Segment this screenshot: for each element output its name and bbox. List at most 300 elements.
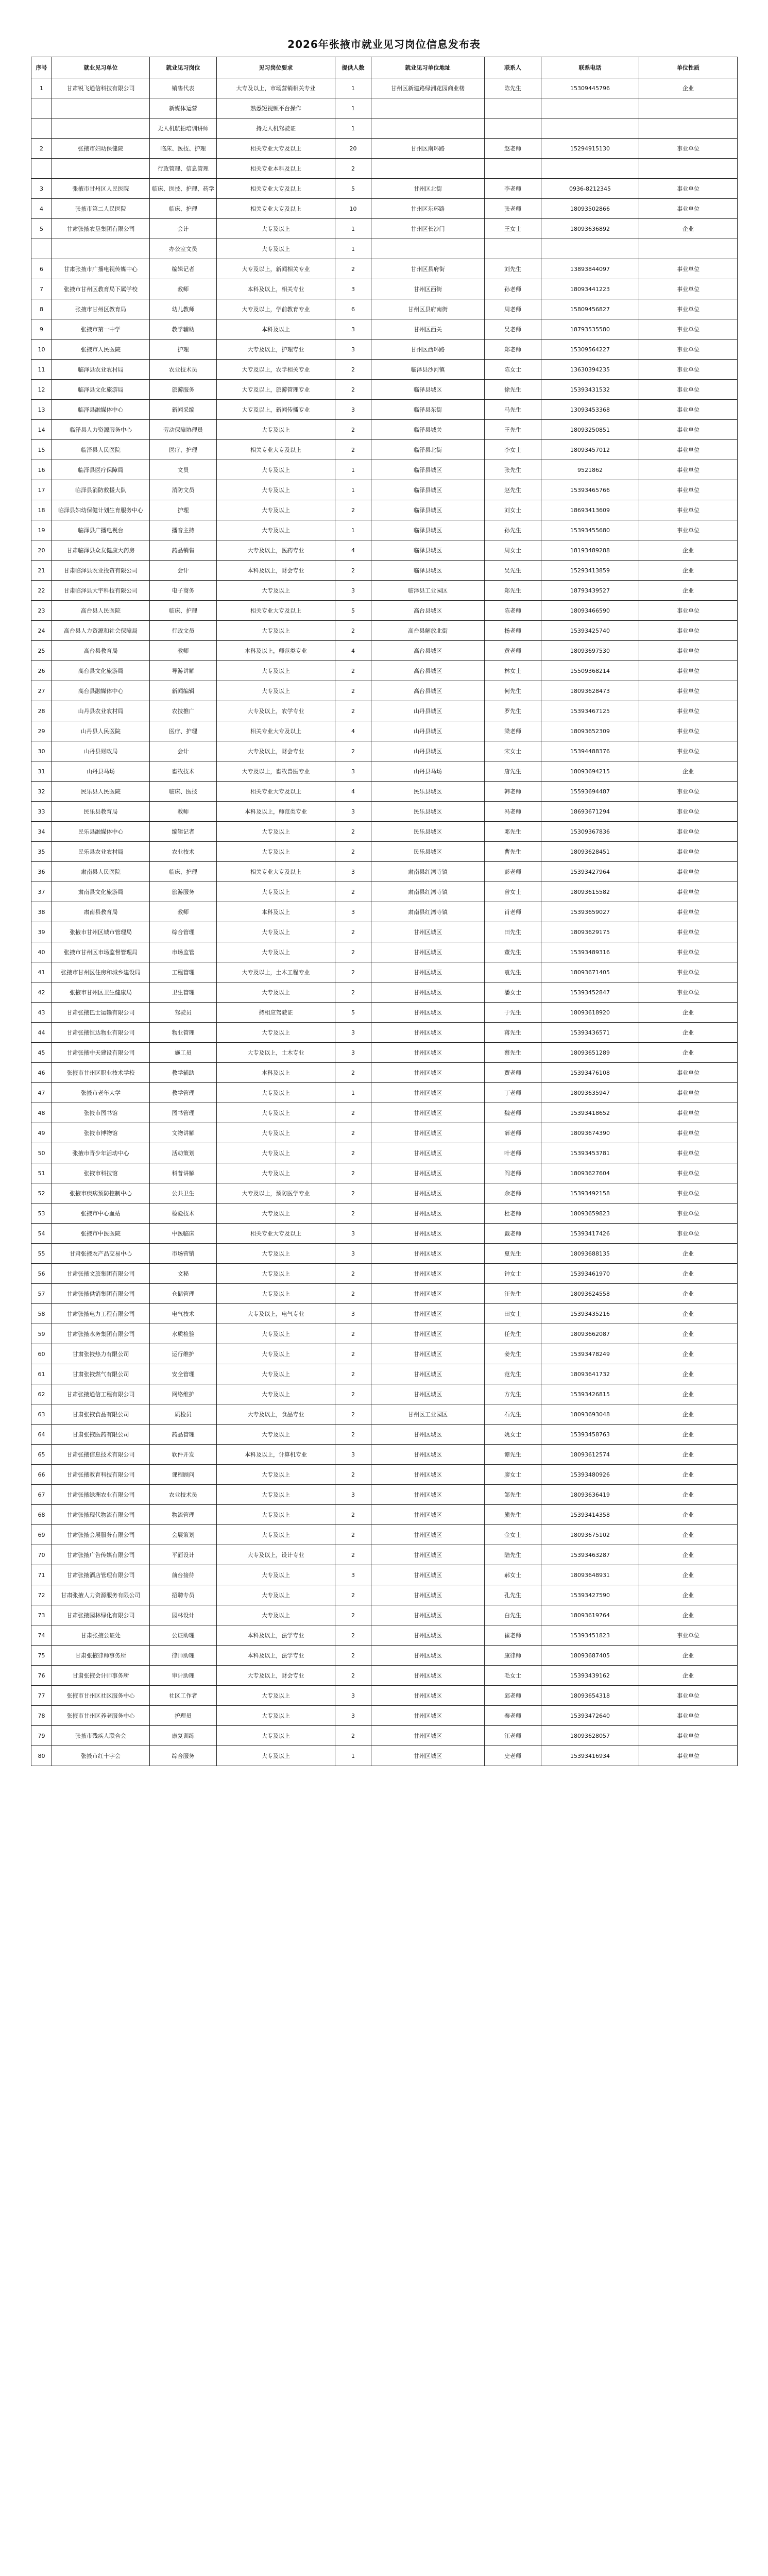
table-cell: 蔡先生 (485, 1043, 541, 1063)
table-cell: 大专及以上 (217, 1364, 335, 1384)
table-cell: 会计 (150, 561, 217, 581)
table-cell: 72 (31, 1585, 52, 1605)
table-cell: 大专及以上，设计专业 (217, 1545, 335, 1565)
table-cell: 会计 (150, 741, 217, 761)
table-cell: 18093627604 (541, 1163, 639, 1183)
table-row (31, 179, 738, 199)
table-cell: 大专及以上 (217, 1123, 335, 1143)
table-cell: 方先生 (485, 1384, 541, 1404)
table-cell: 护理 (150, 340, 217, 360)
table-cell: 文物讲解 (150, 1123, 217, 1143)
table-cell: 甘州区城区 (371, 1565, 485, 1585)
table-row (31, 1425, 738, 1445)
table-cell: 15393467125 (541, 701, 639, 721)
table-cell: 1 (31, 78, 52, 98)
table-cell: 15809456827 (541, 299, 639, 319)
column-header: 见习岗位要求 (217, 57, 335, 78)
table-cell: 唐先生 (485, 761, 541, 782)
table-cell: 5 (335, 601, 371, 621)
table-cell: 2 (335, 982, 371, 1003)
table-cell: 中医临床 (150, 1224, 217, 1244)
table-cell: 15509368214 (541, 661, 639, 681)
table-cell: 18093652309 (541, 721, 639, 741)
table-cell: 15393489316 (541, 942, 639, 962)
table-cell: 汪先生 (485, 1284, 541, 1304)
table-cell: 梁老师 (485, 721, 541, 741)
table-cell: 综合管理 (150, 922, 217, 942)
table-cell: 甘肃张掖通信工程有限公司 (52, 1384, 150, 1404)
table-cell: 18093693048 (541, 1404, 639, 1425)
table-cell: 2 (335, 922, 371, 942)
table-cell: 大专及以上 (217, 500, 335, 520)
table-cell: 18093618920 (541, 1003, 639, 1023)
table-row (31, 219, 738, 239)
table-row (31, 319, 738, 340)
table-cell (52, 159, 150, 179)
table-cell: 5 (335, 1003, 371, 1023)
table-row (31, 701, 738, 721)
table-cell: 临泽县消防救援大队 (52, 480, 150, 500)
table-cell: 临泽县城区 (371, 500, 485, 520)
table-cell: 事业单位 (639, 1163, 738, 1183)
table-cell (31, 118, 52, 139)
table-cell: 49 (31, 1123, 52, 1143)
table-row (31, 118, 738, 139)
table-cell: 施工员 (150, 1043, 217, 1063)
table-cell: 2 (335, 1204, 371, 1224)
table-cell: 临泽县城区 (371, 380, 485, 400)
table-cell: 幼儿教师 (150, 299, 217, 319)
table-cell: 毛女士 (485, 1666, 541, 1686)
table-row (31, 199, 738, 219)
table-cell (485, 159, 541, 179)
table-cell: 企业 (639, 1465, 738, 1485)
table-cell: 企业 (639, 1384, 738, 1404)
table-cell: 临泽县城区 (371, 540, 485, 561)
table-cell: 3 (335, 1224, 371, 1244)
table-row (31, 581, 738, 601)
table-cell: 相关专业大专及以上 (217, 782, 335, 802)
table-cell: 蒋先生 (485, 1023, 541, 1043)
table-cell: 甘州区城区 (371, 1445, 485, 1465)
table-cell: 2 (335, 1364, 371, 1384)
table-cell: 市场营销 (150, 1244, 217, 1264)
table-row (31, 460, 738, 480)
table-cell: 18093250851 (541, 420, 639, 440)
table-cell: 何先生 (485, 681, 541, 701)
table-cell: 70 (31, 1545, 52, 1565)
table-cell: 大专及以上 (217, 1384, 335, 1404)
table-cell: 李女士 (485, 440, 541, 460)
table-cell: 甘州区城区 (371, 1003, 485, 1023)
table-cell: 临床、护理 (150, 199, 217, 219)
table-cell: 畜牧技术 (150, 761, 217, 782)
table-cell: 山丹县城区 (371, 741, 485, 761)
table-cell: 甘州区城区 (371, 1224, 485, 1244)
table-cell: 39 (31, 922, 52, 942)
table-cell: 农技推广 (150, 701, 217, 721)
table-cell: 1 (335, 239, 371, 259)
table-cell: 刘女士 (485, 500, 541, 520)
table-cell: 甘肃张掖巴士运输有限公司 (52, 1003, 150, 1023)
table-row (31, 1605, 738, 1625)
table-cell: 大专及以上，市场营销相关专业 (217, 78, 335, 98)
table-cell: 廖女士 (485, 1465, 541, 1485)
table-cell: 陆先生 (485, 1545, 541, 1565)
table-cell: 大专及以上 (217, 1726, 335, 1746)
table-cell: 山丹县城区 (371, 701, 485, 721)
table-cell: 2 (335, 360, 371, 380)
table-cell: 甘州区城区 (371, 1706, 485, 1726)
table-cell: 高台县城区 (371, 641, 485, 661)
table-cell: 2 (335, 882, 371, 902)
table-cell (485, 98, 541, 118)
table-cell: 事业单位 (639, 782, 738, 802)
table-cell: 15309367836 (541, 822, 639, 842)
table-cell: 周女士 (485, 540, 541, 561)
table-cell: 卫生管理 (150, 982, 217, 1003)
table-cell: 旅游服务 (150, 380, 217, 400)
table-cell: 大专及以上，畜牧兽医专业 (217, 761, 335, 782)
table-cell: 事业单位 (639, 862, 738, 882)
table-cell: 3 (335, 802, 371, 822)
table-cell: 甘肃张掖电力工程有限公司 (52, 1304, 150, 1324)
table-cell: 杨老师 (485, 621, 541, 641)
table-cell: 临泽县北街 (371, 440, 485, 460)
table-cell: 张掖市甘州区职业技术学校 (52, 1063, 150, 1083)
table-cell: 袁先生 (485, 962, 541, 982)
table-cell: 张掖市疾病预防控制中心 (52, 1183, 150, 1204)
table-cell: 2 (335, 1284, 371, 1304)
table-cell: 事业单位 (639, 360, 738, 380)
table-cell: 甘肃张掖会计师事务所 (52, 1666, 150, 1686)
table-cell: 罗先生 (485, 701, 541, 721)
table-cell: 高台县融媒体中心 (52, 681, 150, 701)
table-cell: 2 (335, 500, 371, 520)
table-cell: 企业 (639, 1565, 738, 1585)
table-row (31, 1445, 738, 1465)
table-cell: 大专及以上，财会专业 (217, 1666, 335, 1686)
table-cell: 事业单位 (639, 340, 738, 360)
table-cell: 张掖市第二人民医院 (52, 199, 150, 219)
table-row (31, 1183, 738, 1204)
table-cell: 24 (31, 621, 52, 641)
table-cell: 平面设计 (150, 1545, 217, 1565)
table-cell: 临床、医技、护理 (150, 139, 217, 159)
table-cell: 姜先生 (485, 1344, 541, 1364)
table-cell: 3 (335, 340, 371, 360)
table-cell: 孔先生 (485, 1585, 541, 1605)
table-cell: 大专及以上，电气专业 (217, 1304, 335, 1324)
table-cell: 临泽县城区 (371, 480, 485, 500)
table-cell: 教师 (150, 641, 217, 661)
table-cell: 甘州区城区 (371, 1264, 485, 1284)
table-row (31, 882, 738, 902)
table-cell: 甘州区北街 (371, 179, 485, 199)
table-cell: 事业单位 (639, 721, 738, 741)
table-cell: 新闻编辑 (150, 681, 217, 701)
table-cell: 高台县城区 (371, 681, 485, 701)
table-row (31, 1284, 738, 1304)
table-cell: 甘肃张掖现代物流有限公司 (52, 1505, 150, 1525)
table-row (31, 802, 738, 822)
table-cell: 甘肃张掖燃气有限公司 (52, 1364, 150, 1384)
table-row (31, 922, 738, 942)
table-cell: 大专及以上，农学专业 (217, 701, 335, 721)
table-cell: 事业单位 (639, 641, 738, 661)
table-cell: 医疗、护理 (150, 721, 217, 741)
table-cell: 大专及以上，财会专业 (217, 741, 335, 761)
table-cell (371, 239, 485, 259)
table-cell: 郝女士 (485, 1565, 541, 1585)
table-cell: 13630394235 (541, 360, 639, 380)
table-cell: 大专及以上 (217, 1565, 335, 1585)
table-cell: 事业单位 (639, 601, 738, 621)
table-cell: 2 (335, 420, 371, 440)
table-cell: 大专及以上 (217, 1344, 335, 1364)
table-cell: 15393427590 (541, 1585, 639, 1605)
table-cell: 9 (31, 319, 52, 340)
table-cell: 余老师 (485, 1183, 541, 1204)
table-cell: 企业 (639, 1445, 738, 1465)
table-cell: 15593694487 (541, 782, 639, 802)
table-cell: 相关专业大专及以上 (217, 601, 335, 621)
table-row (31, 139, 738, 159)
table-cell: 山丹县人民医院 (52, 721, 150, 741)
table-cell (485, 118, 541, 139)
table-cell: 江老师 (485, 1726, 541, 1746)
table-cell: 临床、医技 (150, 782, 217, 802)
table-cell: 3 (335, 319, 371, 340)
table-cell: 临泽县妇幼保健计划生育服务中心 (52, 500, 150, 520)
table-row (31, 1123, 738, 1143)
table-cell: 邹先生 (485, 1485, 541, 1505)
table-cell: 高台县文化旅游局 (52, 661, 150, 681)
table-cell: 44 (31, 1023, 52, 1043)
table-cell: 2 (335, 1505, 371, 1525)
table-cell: 编辑记者 (150, 822, 217, 842)
table-cell: 事业单位 (639, 199, 738, 219)
table-cell: 大专及以上 (217, 1585, 335, 1605)
table-cell: 80 (31, 1746, 52, 1766)
table-cell: 甘肃张掖食品有限公司 (52, 1404, 150, 1425)
table-cell: 张掖市甘州区市场监督管理局 (52, 942, 150, 962)
table-cell: 15293413859 (541, 561, 639, 581)
table-cell: 15393472640 (541, 1706, 639, 1726)
table-cell: 企业 (639, 1244, 738, 1264)
table-cell: 企业 (639, 761, 738, 782)
table-cell: 大专及以上 (217, 460, 335, 480)
table-cell: 事业单位 (639, 1746, 738, 1766)
table-cell: 15393418652 (541, 1103, 639, 1123)
table-cell: 甘州区城区 (371, 982, 485, 1003)
table-row (31, 1646, 738, 1666)
table-cell: 15309445796 (541, 78, 639, 98)
table-cell: 2 (335, 1163, 371, 1183)
table-row (31, 380, 738, 400)
table-cell: 9521862 (541, 460, 639, 480)
table-row (31, 661, 738, 681)
table-cell: 潘女士 (485, 982, 541, 1003)
table-row (31, 1726, 738, 1746)
table-cell: 甘州区城区 (371, 1344, 485, 1364)
table-cell: 40 (31, 942, 52, 962)
table-cell: 张掖市青少年活动中心 (52, 1143, 150, 1163)
table-cell: 周老师 (485, 299, 541, 319)
table-cell: 民乐县教育局 (52, 802, 150, 822)
table-cell: 大专及以上 (217, 219, 335, 239)
table-cell: 教学管理 (150, 1083, 217, 1103)
table-cell: 18093674390 (541, 1123, 639, 1143)
table-cell: 42 (31, 982, 52, 1003)
table-cell: 事业单位 (639, 1103, 738, 1123)
table-cell: 76 (31, 1666, 52, 1686)
table-cell: 大专及以上 (217, 1264, 335, 1284)
table-cell: 2 (31, 139, 52, 159)
table-cell: 事业单位 (639, 1143, 738, 1163)
table-cell: 50 (31, 1143, 52, 1163)
table-cell: 甘州区城区 (371, 1123, 485, 1143)
table-cell: 甘肃张掖绿洲农业有限公司 (52, 1485, 150, 1505)
table-cell: 甘州区城区 (371, 1183, 485, 1204)
table-cell: 大专及以上 (217, 1324, 335, 1344)
table-cell: 11 (31, 360, 52, 380)
table-cell: 38 (31, 902, 52, 922)
table-cell: 企业 (639, 1344, 738, 1364)
table-row (31, 340, 738, 360)
table-cell: 甘州区城区 (371, 1646, 485, 1666)
table-row (31, 1204, 738, 1224)
table-cell: 甘肃张掖会展服务有限公司 (52, 1525, 150, 1545)
table-cell: 75 (31, 1646, 52, 1666)
table-cell (371, 159, 485, 179)
table-cell: 办公室文员 (150, 239, 217, 259)
table-cell: 18093502866 (541, 199, 639, 219)
table-cell: 15393458763 (541, 1425, 639, 1445)
table-row (31, 239, 738, 259)
table-cell: 51 (31, 1163, 52, 1183)
table-cell: 企业 (639, 78, 738, 98)
table-cell: 临泽县城区 (371, 520, 485, 540)
table-cell: 甘州区城区 (371, 1023, 485, 1043)
table-cell: 运行维护 (150, 1344, 217, 1364)
table-cell: 18193489288 (541, 540, 639, 561)
table-cell: 1 (335, 219, 371, 239)
table-cell: 张掖市甘州区教育局 (52, 299, 150, 319)
table-cell: 甘肃张掖供销集团有限公司 (52, 1284, 150, 1304)
table-cell: 大专及以上 (217, 1485, 335, 1505)
table-cell: 18093636892 (541, 219, 639, 239)
table-cell: 大专及以上 (217, 661, 335, 681)
table-cell: 审计助理 (150, 1666, 217, 1686)
table-cell: 15294915130 (541, 139, 639, 159)
table-cell: 2 (335, 701, 371, 721)
table-cell: 临泽县文化旅游局 (52, 380, 150, 400)
table-cell: 事业单位 (639, 822, 738, 842)
table-cell: 79 (31, 1726, 52, 1746)
table-cell: 64 (31, 1425, 52, 1445)
table-cell: 15393465766 (541, 480, 639, 500)
table-cell: 企业 (639, 1525, 738, 1545)
table-cell: 邓先生 (485, 822, 541, 842)
table-cell: 2 (335, 1465, 371, 1485)
table-cell: 企业 (639, 219, 738, 239)
table-cell: 大专及以上 (217, 1605, 335, 1625)
table-row (31, 782, 738, 802)
table-cell: 大专及以上，护理专业 (217, 340, 335, 360)
table-cell: 大专及以上 (217, 922, 335, 942)
table-cell (52, 98, 150, 118)
table-cell: 临床、护理 (150, 601, 217, 621)
table-cell: 事业单位 (639, 1123, 738, 1143)
table-cell: 事业单位 (639, 319, 738, 340)
table-cell: 吴先生 (485, 561, 541, 581)
table-cell: 甘州区县府街 (371, 259, 485, 279)
table-cell: 陈先生 (485, 78, 541, 98)
table-cell: 15393439162 (541, 1666, 639, 1686)
table-cell: 企业 (639, 1324, 738, 1344)
table-cell: 张掖市第一中学 (52, 319, 150, 340)
table-row (31, 279, 738, 299)
table-cell: 事业单位 (639, 842, 738, 862)
table-cell: 甘州区城区 (371, 1163, 485, 1183)
table-cell: 丁老师 (485, 1083, 541, 1103)
table-row (31, 1625, 738, 1646)
table-cell: 甘肃锐飞通信科技有限公司 (52, 78, 150, 98)
table-cell: 甘肃张掖市广播电视传媒中心 (52, 259, 150, 279)
table-cell: 高台县教育局 (52, 641, 150, 661)
table-cell: 甘州区城区 (371, 1666, 485, 1686)
table-cell: 25 (31, 641, 52, 661)
table-cell: 张掖市甘州区教育局下属学校 (52, 279, 150, 299)
table-cell: 甘州区城区 (371, 1324, 485, 1344)
table-cell: 教师 (150, 279, 217, 299)
table-cell: 企业 (639, 1043, 738, 1063)
table-cell: 33 (31, 802, 52, 822)
table-cell: 山丹县城区 (371, 721, 485, 741)
table-cell: 18693413609 (541, 500, 639, 520)
table-cell: 事业单位 (639, 299, 738, 319)
table-cell: 18093624558 (541, 1284, 639, 1304)
table-cell: 民乐县城区 (371, 822, 485, 842)
table-cell: 18793439527 (541, 581, 639, 601)
table-row (31, 1384, 738, 1404)
table-cell: 事业单位 (639, 500, 738, 520)
table-cell: 事业单位 (639, 1686, 738, 1706)
table-cell: 张老师 (485, 199, 541, 219)
table-cell: 文秘 (150, 1264, 217, 1284)
table-cell: 59 (31, 1324, 52, 1344)
table-cell (52, 118, 150, 139)
table-cell: 18093697530 (541, 641, 639, 661)
table-cell: 消防文员 (150, 480, 217, 500)
table-cell: 事业单位 (639, 380, 738, 400)
table-cell: 劳动保障协理员 (150, 420, 217, 440)
table-cell: 社区工作者 (150, 1686, 217, 1706)
table-row (31, 822, 738, 842)
table-cell: 2 (335, 1646, 371, 1666)
table-cell: 物业管理 (150, 1023, 217, 1043)
table-cell: 大专及以上 (217, 1023, 335, 1043)
table-cell: 1 (335, 1083, 371, 1103)
table-cell: 甘州区西环路 (371, 340, 485, 360)
table-cell: 甘州区东环路 (371, 199, 485, 219)
table-cell: 大专及以上 (217, 681, 335, 701)
table-cell: 事业单位 (639, 1726, 738, 1746)
table-cell: 甘州区城区 (371, 1485, 485, 1505)
table-cell: 15393452847 (541, 982, 639, 1003)
table-cell: 2 (335, 621, 371, 641)
